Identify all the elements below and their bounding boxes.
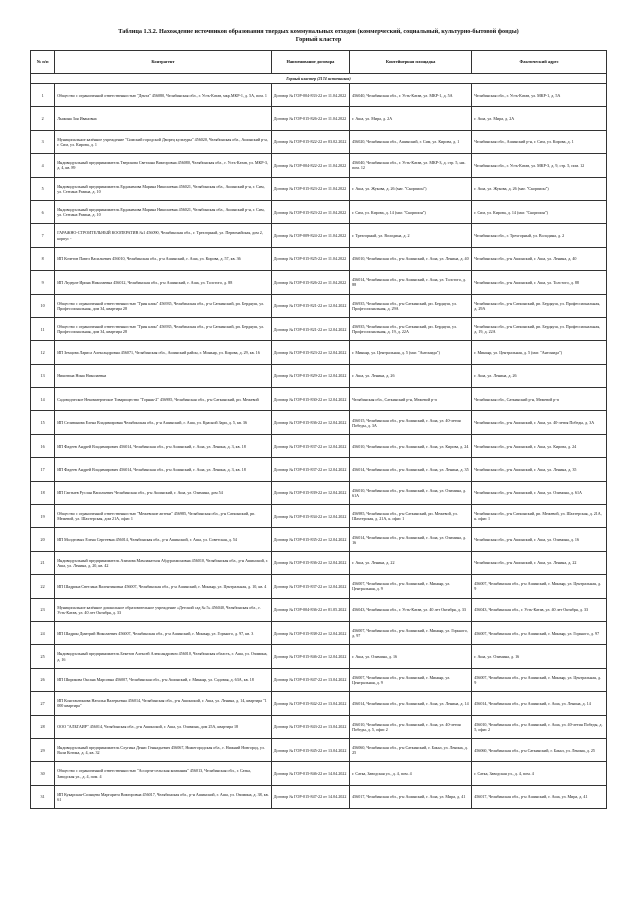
- header-contract: Наименование договора: [271, 51, 349, 74]
- container-site-cell: 456985, Челябинская обл., р-н Саткинский, рп. Межевой, ул. Шахтерская, д. 21А, к. офис 1: [350, 505, 472, 528]
- counterparty-cell: Муниципальное казённое дошкольное образовательное учреждение «Детский сад № 5» 456040, Челябинская обл., г. Усть-Катав, ул. 40 лет Октября, д. 33: [55, 598, 272, 621]
- row-number: 3: [31, 130, 55, 153]
- row-number: 9: [31, 271, 55, 294]
- container-site-cell: 456007, Челябинская обл., р-н Ашинский, г. Миньяр, ул. Центральная, д. 9: [350, 668, 472, 691]
- table-row: [31, 738, 607, 761]
- counterparty-cell: ИП Фадеев Андрей Владимирович 456014, Челябинская обл., р-н Ашинский, г. Аша, ул. Ленина, д. 3, кв. 18: [55, 458, 272, 481]
- cluster-row: [31, 74, 607, 84]
- contract-cell: Договор № ГОР-015-846-22 от 12.04.2022: [271, 645, 349, 668]
- container-site-cell: 456007, Челябинская обл., р-н Ашинский, г. Миньяр, ул. Горького, д. 97: [350, 621, 472, 644]
- counterparty-cell: ИП Широкова Оксана Марсовна 456007, Челябинская обл., р-н Ашинский, г. Миньяр, ул. Садовая, д. 63А, кв. 18: [55, 668, 272, 691]
- row-number: 19: [31, 505, 55, 528]
- counterparty-cell: ИП Кукарская-Солнцева Маргарита Викторовна 456017, Челябинская обл., р-н Ашинский, г. Аша, ул. Озимина, д. 38, кв. 61: [55, 785, 272, 808]
- actual-address-cell: Челябинская обл., Саткинский р-н, Межевой р-п: [472, 388, 607, 411]
- contract-cell: Договор № ГОР-015-847-22 от 14.04.2022: [271, 785, 349, 808]
- row-number: 8: [31, 247, 55, 270]
- actual-address-cell: Челябинская обл., р-н Саткинский, рп. Бердяуш, ул. Профессиональная, д. 29А: [472, 294, 607, 317]
- row-number: 24: [31, 621, 55, 644]
- contract-cell: Договор № ГОР-015-836-22 от 12.04.2022: [271, 551, 349, 574]
- actual-address-cell: Челябинская обл., р-н Ашинский, г. Аша, ул. Ленина, д. 22: [472, 551, 607, 574]
- counterparty-cell: Садоводческое Некоммерческое Товарищество "Горняк-2" 456985, Челябинская обл., р-н Саткинский, рп. Межевой: [55, 388, 272, 411]
- table-row: [31, 364, 607, 387]
- actual-address-cell: г. Миньяр, ул. Центральная, д. 5 (маг. "Антонида"): [472, 341, 607, 364]
- container-site-cell: г. Миньяр, ул. Центральная, д. 5 (маг. "Антонида"): [350, 341, 472, 364]
- actual-address-cell: Челябинская обл., р-н Ашинский, г. Аша, ул. Кирова, д. 24: [472, 434, 607, 457]
- counterparty-cell: ИП Фадеев Андрей Владимирович 456014, Челябинская обл., р-н Ашинский, г. Аша, ул. Ленина, д. 3, кв. 18: [55, 434, 272, 457]
- table-row: [31, 551, 607, 574]
- counterparty-cell: Общество с ограниченной ответственностью "Грин клин" 456935, Челябинская обл., р-н Саткинский, рп. Бердяуш, ул. Профессиональная, дом 34, квартира 28: [55, 317, 272, 340]
- counterparty-cell: ИП Селиванова Елена Владимировна Челябинская обл., р-н Ашинский, г. Аша, ул. Красной Зари, д. 5, кв. 36: [55, 411, 272, 434]
- contract-cell: Договор № ГОР-015-823-22 от 11.04.2022: [271, 177, 349, 200]
- actual-address-cell: Челябинская обл., Ашинский р-н, г. Сим, ул. Кирова, д. 1: [472, 130, 607, 153]
- table-row: [31, 598, 607, 621]
- contract-cell: Договор № ГОР-015-823-22 от 12.04.2022: [271, 341, 349, 364]
- row-number: 31: [31, 785, 55, 808]
- table-row: [31, 84, 607, 107]
- actual-address-cell: г. Сатка, Заводская ул., д. 4, пом. 4: [472, 762, 607, 785]
- row-number: 2: [31, 107, 55, 130]
- table-row: [31, 575, 607, 598]
- row-number: 13: [31, 364, 55, 387]
- table-row: [31, 785, 607, 808]
- contract-cell: Договор № ГОР-015-847-22 от 13.04.2022: [271, 668, 349, 691]
- container-site-cell: 456010, Челябинская обл., р-н Ашинский, г. Аша, ул. Ленина, д. 40: [350, 247, 472, 270]
- container-site-cell: 456935, Челябинская обл., р-н Саткинский, рп. Бердяуш, ул. Профессиональная, д. 29А: [350, 294, 472, 317]
- container-site-cell: г. Сим, ул. Кирова, д. 14 (маг. "Скорпион"): [350, 200, 472, 223]
- contract-cell: Договор № ГОР-015-826-22 от 11.04.2022: [271, 271, 349, 294]
- contract-cell: Договор № ГОР-015-846-22 от 14.04.2022: [271, 762, 349, 785]
- actual-address-cell: Челябинская обл., р-н Саткинский, рп. Межевой, ул. Шахтерская, д. 21А, к. офис 1: [472, 505, 607, 528]
- contract-cell: Договор № ГОР-015-837-22 от 12.04.2022: [271, 434, 349, 457]
- row-number: 17: [31, 458, 55, 481]
- counterparty-cell: Общество с ограниченной ответственностью "Дента" 456080, Челябинская обл., г. Усть-Катав, мкр.МКР-1, д. 5А, пом. 1: [55, 84, 272, 107]
- contract-cell: Договор № ГОР-015-845-22 от 13.04.2022: [271, 738, 349, 761]
- container-site-cell: 456015, Челябинская обл., р-н Ашинский, г. Аша, ул. 40-летия Победы, д. 3А: [350, 411, 472, 434]
- container-site-cell: 456014, Челябинская обл., р-н Ашинский, г. Аша, ул. Толстого, д. 88: [350, 271, 472, 294]
- contract-cell: Договор № ГОР-015-839-22 от 12.04.2022: [271, 481, 349, 504]
- row-number: 6: [31, 200, 55, 223]
- container-site-cell: 456020, Челябинская обл., Ашинский, г. Сим, ул. Кирова, д. 1: [350, 130, 472, 153]
- actual-address-cell: Челябинская обл., г. Усть-Катав, ул. МКР-3, д. 9, стр. 5, пом. 12: [472, 154, 607, 177]
- row-number: 26: [31, 668, 55, 691]
- row-number: 18: [31, 481, 55, 504]
- container-site-cell: 456010, Челябинская обл., р-н Ашинский, г. Аша, ул. Кирова, д. 24: [350, 434, 472, 457]
- counterparty-cell: Индивидуальный предприниматель Тверскова Светлана Викторовна 456080, Челябинская обл., г. Усть-Катав, ул. МКР-3, д. 4, кв. 89: [55, 154, 272, 177]
- container-site-cell: 456010, Челябинская обл., р-н Ашинский, г. Аша, ул. Озимина, д. 61А: [350, 481, 472, 504]
- counterparty-cell: ООО "АЛЬТАИР" 456014, Челябинская обл., р-н Ашинский, г. Аша, ул. Озимина, дом 25А, квартира 18: [55, 715, 272, 738]
- row-number: 20: [31, 528, 55, 551]
- document-title: [30, 28, 607, 44]
- actual-address-cell: Челябинская обл., р-н Ашинский, г. Аша, ул. Ленина, д. 35: [472, 458, 607, 481]
- container-site-cell: 456040, Челябинская обл., г. Усть-Катав, ул. МКР-1, д. 5А: [350, 84, 472, 107]
- table-row: [31, 154, 607, 177]
- actual-address-cell: Челябинская обл., р-н Ашинский, г. Аша, ул. Ленина, д. 40: [472, 247, 607, 270]
- container-site-cell: г. Аша, ул. Жукова, д. 26 (маг. "Скорпион"): [350, 177, 472, 200]
- table-row: [31, 200, 607, 223]
- table-row: [31, 692, 607, 715]
- contract-cell: Договор № ГОР-009-824-22 от 11.04.2022: [271, 224, 349, 247]
- container-site-cell: г. Трехгорный, ул. Володина, д. 2: [350, 224, 472, 247]
- table-row: [31, 505, 607, 528]
- container-site-cell: 456014, Челябинская обл., р-н Ашинский, г. Аша, ул. Ленина, д. 14: [350, 692, 472, 715]
- container-site-cell: 456043, Челябинская обл., г. Усть-Катав, ул. 40 лет Октября, д. 33: [350, 598, 472, 621]
- table-row: [31, 177, 607, 200]
- container-site-cell: 456014, Челябинская обл., р-н Ашинский, г. Аша, ул. Ленина, д. 35: [350, 458, 472, 481]
- table-row: [31, 668, 607, 691]
- contract-cell: Договор № ГОР-004-822-22 от 11.04.2022: [271, 154, 349, 177]
- actual-address-cell: г. Аша, ул. Жукова, д. 26 (маг. "Скорпион"): [472, 177, 607, 200]
- counterparty-cell: ИП Гаптыев Руслан Васильевич Челябинская обл., р-н Ашинский, г. Аша, ул. Озимина, дом 54: [55, 481, 272, 504]
- container-site-cell: г. Аша, ул. Озимина, д. 16: [350, 645, 472, 668]
- contract-cell: Договор № ГОР-015-822-22 от 03.02.2022: [271, 130, 349, 153]
- table-row: [31, 762, 607, 785]
- counterparty-cell: Индивидуальный предприниматель Бекетов Алексей Александрович 456010, Челябинская область, г. Аша, ул. Озимина, д. 16: [55, 645, 272, 668]
- table-row: [31, 247, 607, 270]
- contract-cell: Договор № ГОР-015-843-22 от 13.04.2022: [271, 715, 349, 738]
- actual-address-cell: г. Аша, ул. Ленина, д. 26: [472, 364, 607, 387]
- contract-cell: Договор № ГОР-015-823-22 от 11.04.2022: [271, 200, 349, 223]
- actual-address-cell: г. Сим, ул. Кирова, д. 14 (маг. "Скорпион"): [472, 200, 607, 223]
- row-number: 15: [31, 411, 55, 434]
- counterparty-cell: ИП Ледерле Ирина Николаевна 456012, Челябинская обл., р-н Ашинский, г. Аша, ул. Толстого, д. 88: [55, 271, 272, 294]
- actual-address-cell: Челябинская обл., р-н Ашинский, г. Аша, ул. Озимина, д. 16: [472, 528, 607, 551]
- row-number: 12: [31, 341, 55, 364]
- container-site-cell: 456007, Челябинская обл., р-н Ашинский, г. Миньяр, ул. Центральная, д. 9: [350, 575, 472, 598]
- container-site-cell: г. Аша, ул. Ленина, д. 26: [350, 364, 472, 387]
- container-site-cell: г. Сатка, Заводская ул., д. 4, пом. 4: [350, 762, 472, 785]
- header-container-site: Контейнерная площадка: [350, 51, 472, 74]
- row-number: 10: [31, 294, 55, 317]
- title-line-2: Горный кластер: [295, 36, 342, 43]
- actual-address-cell: г. Аша, ул. Мира, д. 2А: [472, 107, 607, 130]
- table-row: [31, 528, 607, 551]
- container-site-cell: 456060, Челябинская обл., р-н Саткинский, г. Бакал, ул. Ленина, д. 25: [350, 738, 472, 761]
- cluster-label: Горный кластер (2174 источников): [31, 74, 607, 84]
- header-actual-address: Фактический адрес: [472, 51, 607, 74]
- row-number: 29: [31, 738, 55, 761]
- contract-cell: Договор № ГОР-015-830-22 от 12.04.2022: [271, 388, 349, 411]
- counterparty-cell: Индивидуальный предприниматель Ердакимова Марина Николаевна 456021, Челябинская обл., Ашинский р-н, г. Сим, ул. Степана Разина, д. 10: [55, 200, 272, 223]
- counterparty-cell: ГАРАЖНО-СТРОИТЕЛЬНЫЙ КООПЕРАТИВ №1 456090, Челябинская обл., г. Трехгорный, ул. Первомайская, дом 2, корпус -: [55, 224, 272, 247]
- row-number: 23: [31, 598, 55, 621]
- contract-cell: Договор № ГОР-015-837-22 от 12.04.2022: [271, 458, 349, 481]
- row-number: 11: [31, 317, 55, 340]
- row-number: 14: [31, 388, 55, 411]
- counterparty-cell: Общество с ограниченной ответственностью "Межевские аптеки" 456985, Челябинская обл., р-н Саткинский, рп. Межевой, ул. Шахтерская, дом 21А, офис 1: [55, 505, 272, 528]
- contract-cell: Договор № ГОР-015-842-22 от 13.04.2022: [271, 692, 349, 715]
- actual-address-cell: 456060, Челябинская обл., р-н Саткинский, г. Бакал, ул. Ленина, д. 25: [472, 738, 607, 761]
- row-number: 5: [31, 177, 55, 200]
- actual-address-cell: 456010, Челябинская обл., р-н Ашинский, г. Аша, ул. 40-летия Победы, д. 5, офис 2: [472, 715, 607, 738]
- counterparty-cell: ИП Кочетов Павел Васильевич 456010, Челябинская обл., р-н Ашинский, г. Аша, ул. Кирова, д. 57, кв. 36: [55, 247, 272, 270]
- counterparty-cell: Индивидуальный предприниматель Слугина Денис Геннадьевич 456067, Нижегородская обл., г. Нижний Новгород, ул. Вали Котика, д. 4, кв. 32: [55, 738, 272, 761]
- row-number: 4: [31, 154, 55, 177]
- table-row: [31, 107, 607, 130]
- contract-cell: Договор № ГОР-015-834-22 от 12.04.2022: [271, 505, 349, 528]
- container-site-cell: г. Аша, ул. Ленина, д. 22: [350, 551, 472, 574]
- counterparty-cell: Лыжина Зоя Ивановна: [55, 107, 272, 130]
- container-site-cell: 456014, Челябинская обл., р-н Ашинский, г. Аша, ул. Озимина, д. 16: [350, 528, 472, 551]
- contract-cell: Договор № ГОР-015-836-22 от 12.04.2022: [271, 411, 349, 434]
- table-row: [31, 645, 607, 668]
- row-number: 28: [31, 715, 55, 738]
- table-row: [31, 715, 607, 738]
- actual-address-cell: 456007, Челябинская обл., р-н Ашинский, г. Миньяр, ул. Горького, д. 97: [472, 621, 607, 644]
- table-row: [31, 481, 607, 504]
- contract-cell: Договор № ГОР-015-826-22 от 11.04.2022: [271, 107, 349, 130]
- counterparty-cell: ИП Константинова Наталья Валерьевна 456014, Челябинская обл., р-н Ашинский, г. Аша, ул. Ленина, д. 14, квартира "1 000 квартира": [55, 692, 272, 715]
- contract-cell: Договор № ГОР-015-825-22 от 11.04.2022: [271, 247, 349, 270]
- contract-cell: Договор № ГОР-015-829-22 от 12.04.2022: [271, 364, 349, 387]
- contract-cell: Договор № ГОР-015-835-22 от 12.04.2022: [271, 528, 349, 551]
- row-number: 30: [31, 762, 55, 785]
- actual-address-cell: 456007, Челябинская обл., р-н Ашинский, г. Миньяр, ул. Центральная, д. 9: [472, 575, 607, 598]
- actual-address-cell: Челябинская обл., г. Трехгорный, ул. Володина, д. 2: [472, 224, 607, 247]
- table-row: [31, 388, 607, 411]
- actual-address-cell: 456014, Челябинская обл., р-н Ашинский, г. Аша, ул. Ленина, д. 14: [472, 692, 607, 715]
- table-row: [31, 458, 607, 481]
- counterparty-cell: Индивидуальный предприниматель Ердакимова Марина Николаевна 456021, Челябинская обл., Ашинский р-н, г. Сим, ул. Степана Разина, д. 10: [55, 177, 272, 200]
- container-site-cell: 456935, Челябинская обл., р-н Саткинский, рп. Бердяуш, ул. Профессиональная, д. 19, д. 22А: [350, 317, 472, 340]
- table-row: [31, 224, 607, 247]
- table-row: [31, 341, 607, 364]
- counterparty-cell: Общество с ограниченной ответственностью "Ассорти-сельская компания" 456013, Челябинская обл., г. Сатка, Заводская ул., д. 4, пом. 4: [55, 762, 272, 785]
- actual-address-cell: Челябинская обл., р-н Саткинский, рп. Бердяуш, ул. Профессиональная, д. 19, д. 22А: [472, 317, 607, 340]
- header-counterparty: Контрагент: [55, 51, 272, 74]
- counterparty-cell: Индивидуальный предприниматель Азимова Мамлакатхон Абдурахмоновна 456010, Челябинская обл., р-н Ашинский, г. Аша, ул. Ленина, д. 20, кв. 42: [55, 551, 272, 574]
- row-number: 21: [31, 551, 55, 574]
- table-row: [31, 411, 607, 434]
- row-number: 27: [31, 692, 55, 715]
- contract-cell: Договор № ГОР-015-821-22 от 12.04.2022: [271, 317, 349, 340]
- contract-cell: Договор № ГОР-004-833-22 от 11.04.2022: [271, 84, 349, 107]
- contract-cell: Договор № ГОР-015-821-22 от 12.04.2022: [271, 294, 349, 317]
- header-number: № п/п: [31, 51, 55, 74]
- counterparty-cell: ИП Шадрина Светлана Валентиновна 456007, Челябинская обл., р-н Ашинский, г. Миньяр, ул. Центральная, д. 10, кв. 4: [55, 575, 272, 598]
- counterparty-cell: ИП Земцова Лариса Александровна 456071, Челябинская обл., Ашинский район, г. Миньяр, ул. Кирова, д. 29, кв. 16: [55, 341, 272, 364]
- row-number: 16: [31, 434, 55, 457]
- table-row: [31, 130, 607, 153]
- container-site-cell: г. Аша, ул. Мира, д. 2А: [350, 107, 472, 130]
- counterparty-cell: ИП Шадрин Дмитрий Николаевич 456007, Челябинская обл., р-н Ашинский, г. Миньяр, ул. Горького, д. 97, кв. 3: [55, 621, 272, 644]
- actual-address-cell: 456007, Челябинская обл., р-н Ашинский, г. Миньяр, ул. Центральная, д. 9: [472, 668, 607, 691]
- row-number: 22: [31, 575, 55, 598]
- actual-address-cell: Челябинская обл., р-н Ашинский, г. Аша, ул. 40-летия Победы, д. 3А: [472, 411, 607, 434]
- sources-table: [30, 50, 607, 809]
- counterparty-cell: ИП Молдтовых Елена Сергеевна 456014, Челябинская обл., р-н Ашинский, г. Аша, ул. Советская, д. 54: [55, 528, 272, 551]
- actual-address-cell: 456017, Челябинская обл., р-н Ашинский, г. Аша, ул. Мира, д. 41: [472, 785, 607, 808]
- container-site-cell: 456017, Челябинская обл., р-н Ашинский, г. Аша, ул. Мира, д. 41: [350, 785, 472, 808]
- row-number: 1: [31, 84, 55, 107]
- row-number: 25: [31, 645, 55, 668]
- table-row: [31, 294, 607, 317]
- contract-cell: Договор № ГОР-004-836-22 от 01.05.2022: [271, 598, 349, 621]
- row-number: 7: [31, 224, 55, 247]
- container-site-cell: 456010, Челябинская обл., р-н Ашинский, г. Аша, ул. 40-летия Победы, д. 5, офис 2: [350, 715, 472, 738]
- container-site-cell: Челябинская обл., Саткинский р-н, Межевой р-п: [350, 388, 472, 411]
- counterparty-cell: Никитина Нина Николаевна: [55, 364, 272, 387]
- counterparty-cell: Общество с ограниченной ответственностью "Грин клин" 456935, Челябинская обл., р-н Саткинский, рп. Бердяуш, ул. Профессиональная, дом 34, квартира 28: [55, 294, 272, 317]
- actual-address-cell: Челябинская обл., р-н Ашинский, г. Аша, ул. Толстого, д. 88: [472, 271, 607, 294]
- actual-address-cell: 456043, Челябинская обл., г. Усть-Катав, ул. 40 лет Октября, д. 33: [472, 598, 607, 621]
- table-header-row: [31, 51, 607, 74]
- actual-address-cell: Челябинская обл., г. Усть-Катав, ул. МКР-1, д. 5А: [472, 84, 607, 107]
- container-site-cell: 456040, Челябинская обл., г. Усть-Катав, ул. МКР-3, д. стр. 5, нж. пом. 12: [350, 154, 472, 177]
- table-row: [31, 317, 607, 340]
- table-row: [31, 271, 607, 294]
- table-row: [31, 621, 607, 644]
- contract-cell: Договор № ГОР-015-837-22 от 12.04.2022: [271, 575, 349, 598]
- contract-cell: Договор № ГОР-015-838-22 от 12.04.2022: [271, 621, 349, 644]
- actual-address-cell: Челябинская обл., р-н Ашинский, г. Аша, ул. Озимина, д. 61А: [472, 481, 607, 504]
- counterparty-cell: Муниципальное казённое учреждение "Симский городской Дворец культуры" 456020, Челябинская обл., Ашинский р-н, г. Сим, ул. Кирова, д. 1: [55, 130, 272, 153]
- title-line-1: Таблица 1.3.2. Нахождение источников образования твердых коммунальных отходов (коммерческий, социальный, культурно-бытовой фонды): [118, 28, 519, 35]
- actual-address-cell: г. Аша, ул. Озимина, д. 16: [472, 645, 607, 668]
- table-row: [31, 434, 607, 457]
